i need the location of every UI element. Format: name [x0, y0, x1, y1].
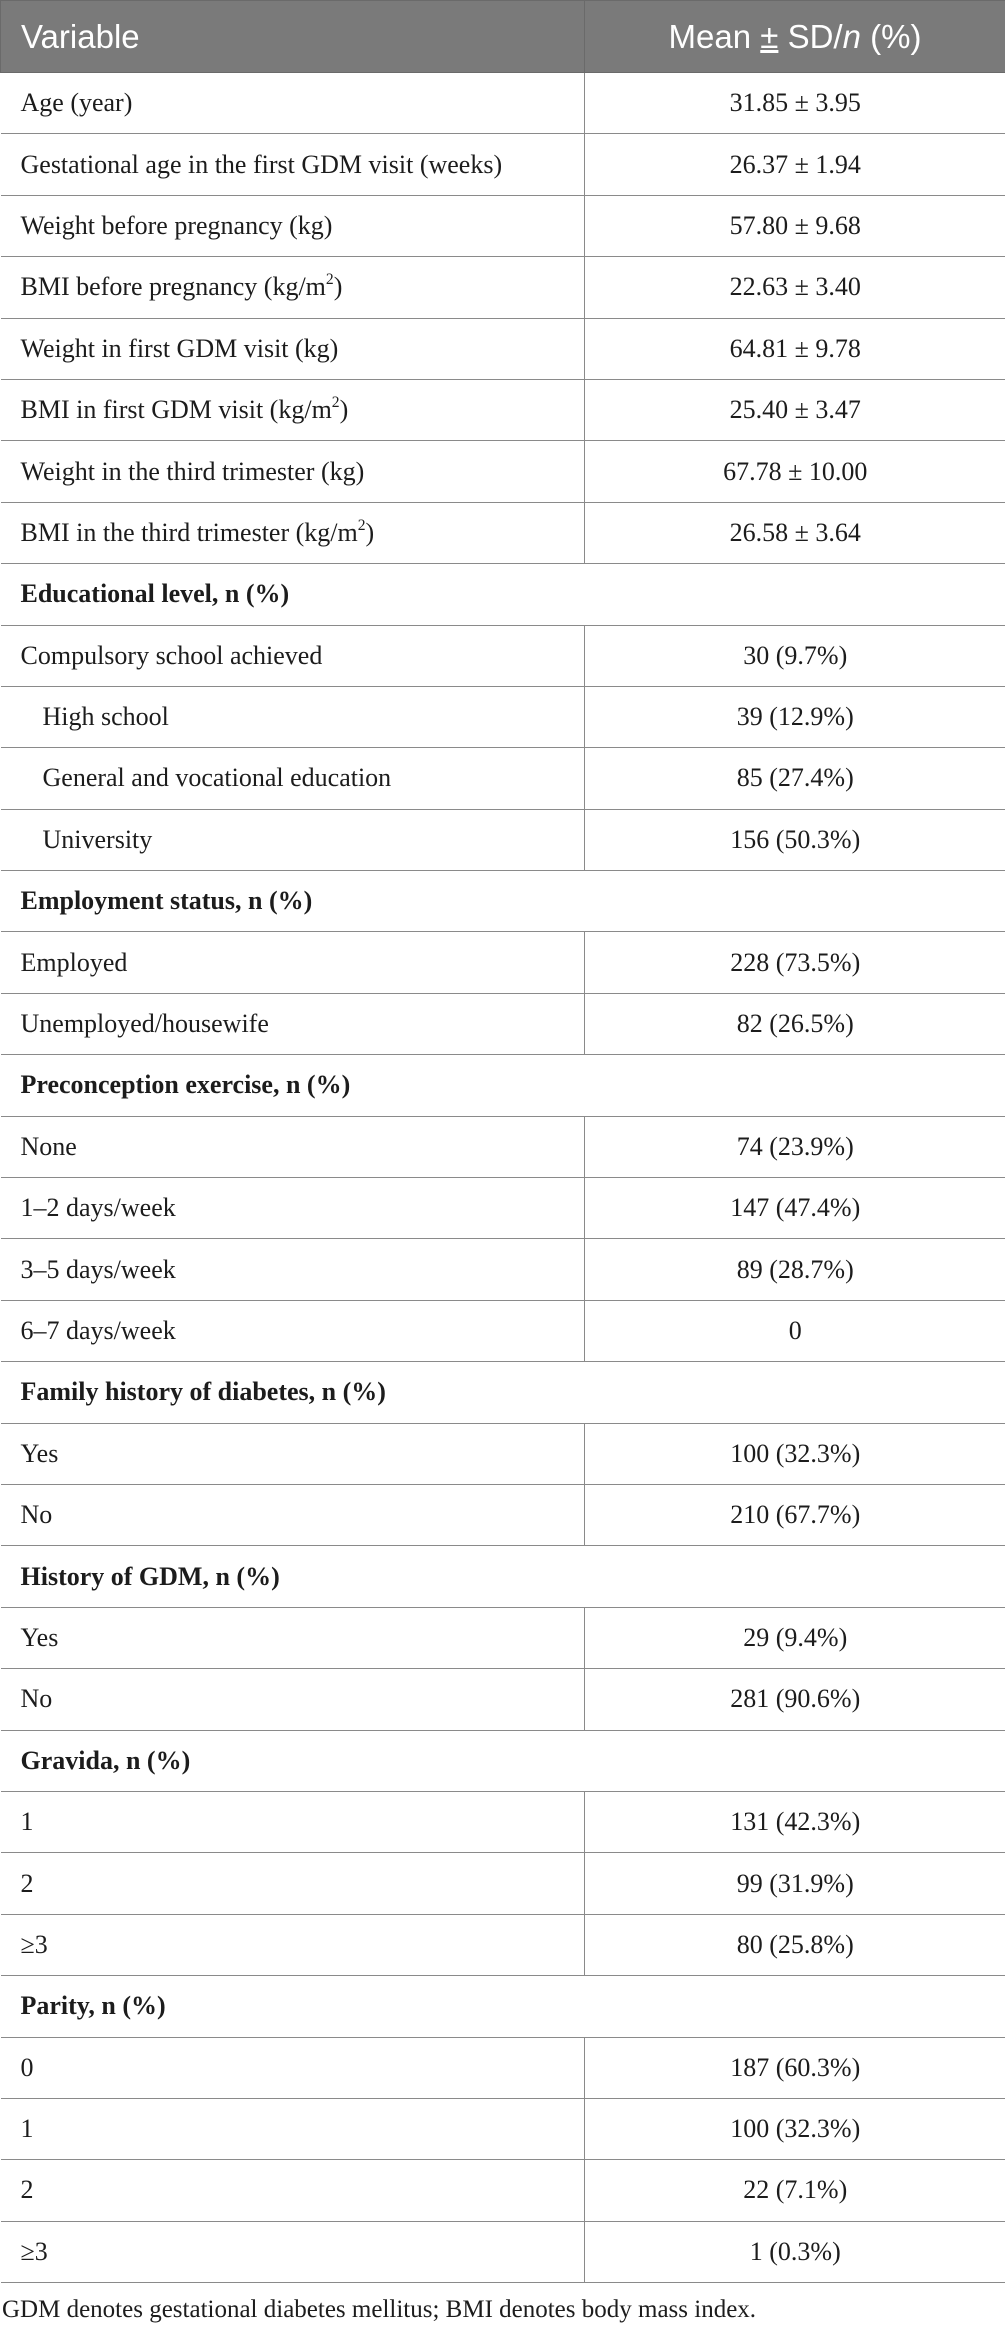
row-label: No — [1, 1669, 585, 1730]
row-value: 57.80 ± 9.68 — [585, 195, 1005, 256]
table-row — [1, 1791, 1005, 1852]
section-heading: Parity, n (%) — [1, 1976, 1005, 2037]
row-value: 26.58 ± 3.64 — [585, 502, 1005, 563]
superscript-two: 2 — [357, 516, 366, 534]
section-heading: Employment status, n (%) — [1, 871, 1005, 932]
section-heading: Educational level, n (%) — [1, 564, 1005, 625]
table-row — [1, 1239, 1005, 1300]
row-label: University — [1, 809, 585, 870]
row-label: Unemployed/housewife — [1, 993, 585, 1054]
row-value: 22.63 ± 3.40 — [585, 257, 1005, 318]
header-n: n — [842, 17, 861, 55]
row-value: 29 (9.4%) — [585, 1607, 1005, 1668]
section-row-gdm-history — [1, 1546, 1005, 1607]
row-value: 100 (32.3%) — [585, 1423, 1005, 1484]
row-value: 22 (7.1%) — [585, 2160, 1005, 2221]
header-sd: SD/ — [778, 17, 843, 55]
row-label — [1, 257, 585, 318]
table-row — [1, 1914, 1005, 1975]
row-label: ≥3 — [1, 1914, 585, 1975]
row-label: General and vocational education — [1, 748, 585, 809]
table-row — [1, 441, 1005, 502]
table-row — [1, 2098, 1005, 2159]
table-row — [1, 1300, 1005, 1361]
row-label: Weight in first GDM visit (kg) — [1, 318, 585, 379]
row-value: 281 (90.6%) — [585, 1669, 1005, 1730]
row-value: 74 (23.9%) — [585, 1116, 1005, 1177]
row-label: High school — [1, 686, 585, 747]
header-pct: (%) — [860, 17, 922, 55]
row-label: 2 — [1, 2160, 585, 2221]
header-variable: Variable — [1, 1, 585, 73]
section-row-family-history — [1, 1362, 1005, 1423]
row-value: 99 (31.9%) — [585, 1853, 1005, 1914]
row-label: No — [1, 1484, 585, 1545]
row-value: 80 (25.8%) — [585, 1914, 1005, 1975]
header-row — [1, 1, 1005, 73]
row-label-text: BMI before pregnancy (kg/m — [20, 272, 326, 302]
table-row — [1, 195, 1005, 256]
table-footnote: GDM denotes gestational diabetes mellitus; BMI denotes body mass index. — [2, 2296, 757, 2323]
section-row-exercise — [1, 1055, 1005, 1116]
row-label: Weight in the third trimester (kg) — [1, 441, 585, 502]
row-label: ≥3 — [1, 2221, 585, 2282]
row-label: Employed — [1, 932, 585, 993]
row-value: 89 (28.7%) — [585, 1239, 1005, 1300]
table-row — [1, 2221, 1005, 2282]
row-label: 2 — [1, 1853, 585, 1914]
row-value: 31.85 ± 3.95 — [585, 73, 1005, 134]
table-row — [1, 1607, 1005, 1668]
header-statistic — [585, 1, 1005, 73]
row-label: Yes — [1, 1423, 585, 1484]
row-value: 0 — [585, 1300, 1005, 1361]
row-label-close: ) — [333, 272, 343, 302]
section-row-education — [1, 564, 1005, 625]
table-row — [1, 379, 1005, 440]
row-value: 26.37 ± 1.94 — [585, 134, 1005, 195]
row-value: 67.78 ± 10.00 — [585, 441, 1005, 502]
table-row — [1, 748, 1005, 809]
row-label: 1–2 days/week — [1, 1178, 585, 1239]
row-label-close: ) — [365, 517, 375, 547]
table-row — [1, 809, 1005, 870]
row-value: 1 (0.3%) — [585, 2221, 1005, 2282]
row-label: 3–5 days/week — [1, 1239, 585, 1300]
row-label: 0 — [1, 2037, 585, 2098]
table-row — [1, 993, 1005, 1054]
section-heading: Preconception exercise, n (%) — [1, 1055, 1005, 1116]
row-label: Age (year) — [1, 73, 585, 134]
row-label: Gestational age in the first GDM visit (weeks) — [1, 134, 585, 195]
row-value: 82 (26.5%) — [585, 993, 1005, 1054]
row-label: 1 — [1, 1791, 585, 1852]
row-label: 6–7 days/week — [1, 1300, 585, 1361]
row-value: 147 (47.4%) — [585, 1178, 1005, 1239]
section-row-parity — [1, 1976, 1005, 2037]
row-label-close: ) — [339, 395, 349, 425]
table-row — [1, 134, 1005, 195]
superscript-two: 2 — [325, 271, 334, 289]
header-plus-minus: ± — [760, 17, 779, 55]
row-value: 39 (12.9%) — [585, 686, 1005, 747]
table-row — [1, 257, 1005, 318]
section-heading: History of GDM, n (%) — [1, 1546, 1005, 1607]
section-heading: Family history of diabetes, n (%) — [1, 1362, 1005, 1423]
row-value: 64.81 ± 9.78 — [585, 318, 1005, 379]
row-value: 25.40 ± 3.47 — [585, 379, 1005, 440]
section-row-gravida — [1, 1730, 1005, 1791]
table-row — [1, 73, 1005, 134]
table-row — [1, 1116, 1005, 1177]
row-label — [1, 379, 585, 440]
row-value: 30 (9.7%) — [585, 625, 1005, 686]
table-row — [1, 2037, 1005, 2098]
row-label: None — [1, 1116, 585, 1177]
table-row — [1, 625, 1005, 686]
row-value: 100 (32.3%) — [585, 2098, 1005, 2159]
row-value: 156 (50.3%) — [585, 809, 1005, 870]
row-label: 1 — [1, 2098, 585, 2159]
row-value: 131 (42.3%) — [585, 1791, 1005, 1852]
section-heading: Gravida, n (%) — [1, 1730, 1005, 1791]
superscript-two: 2 — [331, 393, 340, 411]
row-label: Yes — [1, 1607, 585, 1668]
row-label: Weight before pregnancy (kg) — [1, 195, 585, 256]
row-value: 187 (60.3%) — [585, 2037, 1005, 2098]
table-row — [1, 1853, 1005, 1914]
row-label — [1, 502, 585, 563]
row-label-text: BMI in first GDM visit (kg/m — [20, 395, 332, 425]
table-row — [1, 686, 1005, 747]
section-row-employment — [1, 871, 1005, 932]
table-row — [1, 502, 1005, 563]
row-value: 228 (73.5%) — [585, 932, 1005, 993]
table-row — [1, 1669, 1005, 1730]
row-value: 85 (27.4%) — [585, 748, 1005, 809]
table-row — [1, 318, 1005, 379]
table-row — [1, 932, 1005, 993]
row-value: 210 (67.7%) — [585, 1484, 1005, 1545]
row-label: Compulsory school achieved — [1, 625, 585, 686]
header-mean: Mean — [668, 17, 752, 55]
table-row — [1, 1178, 1005, 1239]
row-label-text: BMI in the third trimester (kg/m — [20, 517, 358, 547]
table-row — [1, 2160, 1005, 2221]
table-row — [1, 1423, 1005, 1484]
table-row — [1, 1484, 1005, 1545]
